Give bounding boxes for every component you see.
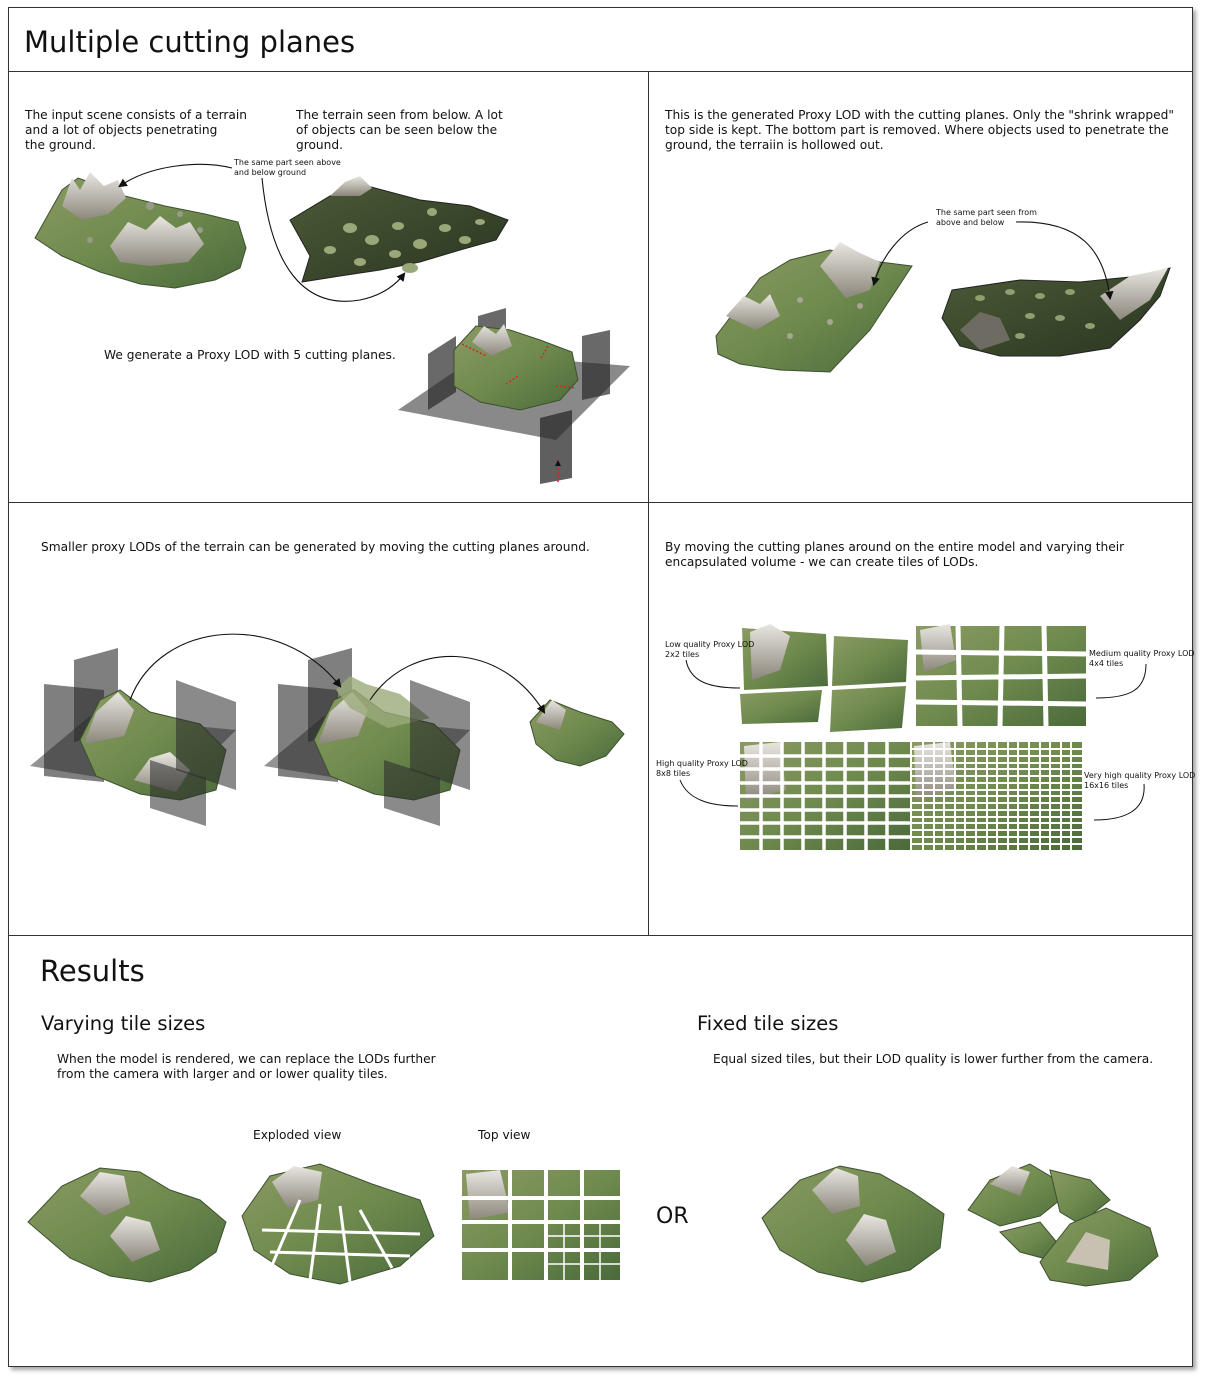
result-fixed-terrain — [762, 1166, 944, 1282]
label-high-quality: High quality Proxy LOD 8x8 tiles — [656, 759, 748, 778]
varying-heading: Varying tile sizes — [41, 1012, 206, 1035]
result-fixed-exploded — [968, 1164, 1158, 1286]
tiles-16x16 — [912, 742, 1082, 850]
tiles-2x2 — [740, 624, 908, 732]
panel1-text-below: The terrain seen from below. A lot of objects can be seen below the ground. — [296, 108, 503, 152]
planes-terrain-left — [30, 648, 236, 826]
fixed-text: Equal sized tiles, but their LOD quality is lower further from the camera. — [713, 1052, 1154, 1066]
panel1-callout: The same part seen above and below ground — [234, 158, 341, 177]
result-exploded-view — [242, 1164, 434, 1284]
exploded-view-label: Exploded view — [253, 1128, 342, 1142]
label-low-quality: Low quality Proxy LOD 2x2 tiles — [665, 640, 755, 659]
panel1-text-cutting-planes: We generate a Proxy LOD with 5 cutting planes. — [104, 348, 396, 362]
proxy-lod-bottom-view — [942, 268, 1170, 356]
label-very-high-quality: Very high quality Proxy LOD 16x16 tiles — [1084, 771, 1196, 790]
label-medium-quality: Medium quality Proxy LOD 4x4 tiles — [1089, 649, 1195, 668]
result-rendered-terrain — [28, 1168, 226, 1282]
top-view-label: Top view — [478, 1128, 531, 1142]
page-title: Multiple cutting planes — [24, 25, 356, 59]
cutting-planes-box — [398, 308, 630, 484]
panel2-text: This is the generated Proxy LOD with the cutting planes. Only the "shrink wrapped" top side is kept. The bottom part is removed. Where objects used to penetrate the ground, the terraiin is hollowed out. — [665, 108, 1174, 152]
terrain-top-view — [35, 172, 246, 288]
terrain-bottom-view — [290, 176, 508, 282]
callout-arrow-above — [120, 164, 232, 186]
panel3-text: Smaller proxy LODs of the terrain can be generated by moving the cutting planes around. — [41, 540, 590, 554]
panel1-text-input-scene: The input scene consists of a terrain and a lot of objects penetrating the ground. — [25, 108, 248, 152]
planes-terrain-middle — [264, 648, 470, 826]
results-heading: Results — [40, 954, 145, 988]
tiles-8x8 — [740, 742, 910, 850]
result-top-view — [462, 1170, 620, 1280]
panel4-text: By moving the cutting planes around on the entire model and varying their encapsulated volume - we can create tiles of LODs. — [665, 540, 1125, 569]
tiles-4x4 — [916, 624, 1086, 726]
or-label: OR — [656, 1204, 689, 1229]
panel2-callout: The same part seen from above and below — [936, 208, 1037, 227]
small-proxy-lod — [530, 700, 624, 766]
fixed-heading: Fixed tile sizes — [697, 1012, 839, 1035]
varying-text: When the model is rendered, we can replace the LODs further from the camera with larger and or lower quality tiles. — [57, 1052, 436, 1081]
